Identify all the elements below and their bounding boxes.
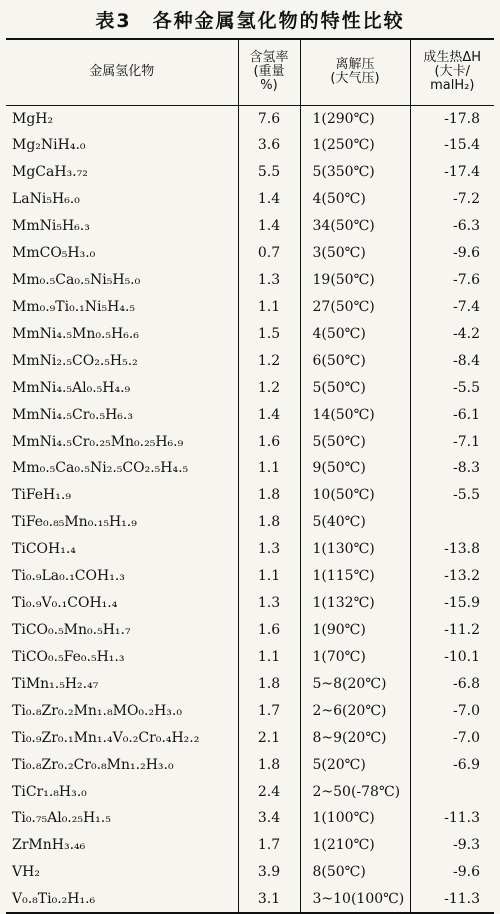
cell-formation-heat: -17.8 [444,110,480,127]
table-row [6,132,494,159]
table-row [6,374,494,401]
cell-compound: MmNi₄.₅Cr₀.₂₅Mn₀.₂₅H₆.₉ [6,428,238,455]
cell-hydrogen-content: 1.7 [238,832,300,859]
cell-compound: MgH₂ [6,105,238,132]
cell-hydrogen-content: 1.4 [238,186,300,213]
cell-formation-heat: -6.3 [453,218,480,235]
table-title: 表3 各种金属氢化物的特性比较 [95,10,405,32]
table-body [6,105,494,913]
cell-dissociation-pressure: 8~9(20℃) [300,724,410,751]
cell-compound: MmNi₄.₅Cr₀.₅H₆.₃ [6,401,238,428]
cell-formation-heat: -6.1 [453,406,480,423]
cell-compound: MmNi₄.₅Al₀.₅H₄.₉ [6,374,238,401]
table-row [6,724,494,751]
cell-hydrogen-content: 1.3 [238,590,300,617]
cell-compound: Mm₀.₉Ti₀.₁Ni₅H₄.₅ [6,293,238,320]
cell-dissociation-pressure: 2~6(20℃) [300,697,410,724]
cell-formation-heat: -13.2 [444,568,480,585]
cell-formation-heat: -7.6 [453,271,480,288]
cell-dissociation-pressure: 6(50℃) [300,347,410,374]
cell-hydrogen-content: 1.3 [238,536,300,563]
cell-dissociation-pressure: 1(70℃) [300,643,410,670]
header-formation-heat: 成生热ΔH (大卡/ malH₂) [410,39,494,105]
cell-hydrogen-content: 1.5 [238,320,300,347]
table-row [6,240,494,267]
cell-hydrogen-content: 3.4 [238,805,300,832]
cell-dissociation-pressure: 8(50℃) [300,859,410,886]
cell-dissociation-pressure: 1(90℃) [300,617,410,644]
table-row [6,805,494,832]
cell-compound: MmNi₂.₅CO₂.₅H₅.₂ [6,347,238,374]
cell-formation-heat: -5.5 [453,379,480,396]
cell-dissociation-pressure: 4(50℃) [300,186,410,213]
cell-hydrogen-content: 1.1 [238,563,300,590]
cell-dissociation-pressure: 1(100℃) [300,805,410,832]
table-row [6,401,494,428]
cell-dissociation-pressure: 27(50℃) [300,293,410,320]
cell-compound: Ti₀.₉La₀.₁COH₁.₃ [6,563,238,590]
cell-dissociation-pressure: 34(50℃) [300,213,410,240]
cell-dissociation-pressure: 1(130℃) [300,536,410,563]
cell-formation-heat [410,509,494,536]
cell-compound: MmNi₅H₆.₃ [6,213,238,240]
cell-dissociation-pressure: 1(250℃) [300,132,410,159]
cell-formation-heat: -7.4 [453,298,480,315]
cell-formation-heat: -9.6 [453,864,480,881]
cell-formation-heat: -15.9 [444,595,480,612]
cell-hydrogen-content: 1.8 [238,670,300,697]
cell-dissociation-pressure: 9(50℃) [300,455,410,482]
cell-dissociation-pressure: 5(20℃) [300,751,410,778]
cell-hydrogen-content: 1.3 [238,267,300,294]
cell-compound: Mm₀.₅Ca₀.₅Ni₂.₅CO₂.₅H₄.₅ [6,455,238,482]
cell-compound: Ti₀.₇₅Al₀.₂₅H₁.₅ [6,805,238,832]
cell-compound: ZrMnH₃.₄₆ [6,832,238,859]
cell-hydrogen-content: 1.8 [238,751,300,778]
cell-compound: Ti₀.₈Zr₀.₂Cr₀.₈Mn₁.₂H₃.₀ [6,751,238,778]
cell-hydrogen-content: 1.2 [238,347,300,374]
cell-dissociation-pressure: 1(290℃) [300,105,410,132]
cell-hydrogen-content: 1.2 [238,374,300,401]
cell-hydrogen-content: 2.1 [238,724,300,751]
cell-formation-heat: -11.3 [410,886,494,913]
hydride-table [6,38,494,914]
cell-compound: TiMn₁.₅H₂.₄₇ [6,670,238,697]
table-row [6,859,494,886]
cell-dissociation-pressure: 3(50℃) [300,240,410,267]
table-row [6,320,494,347]
cell-dissociation-pressure: 5(40℃) [300,509,410,536]
cell-compound: TiCr₁.₈H₃.₀ [6,778,238,805]
cell-compound: Ti₀.₉V₀.₁COH₁.₄ [6,590,238,617]
cell-hydrogen-content: 3.1 [238,886,300,913]
table-row [6,778,494,805]
cell-compound: LaNi₅H₆.₀ [6,186,238,213]
table-row [6,267,494,294]
cell-dissociation-pressure: 1(210℃) [300,832,410,859]
header-dissociation-pressure: 离解压 (大气压) [300,39,410,105]
cell-formation-heat: -11.3 [444,810,480,827]
cell-dissociation-pressure: 3~10(100℃) [300,886,410,913]
cell-dissociation-pressure: 10(50℃) [300,482,410,509]
cell-dissociation-pressure: 5~8(20℃) [300,670,410,697]
cell-formation-heat: -7.1 [453,433,480,450]
table-row [6,590,494,617]
cell-hydrogen-content: 7.6 [238,105,300,132]
cell-hydrogen-content: 0.7 [238,240,300,267]
cell-compound: TiCO₀.₅Fe₀.₅H₁.₃ [6,643,238,670]
cell-formation-heat: -4.2 [453,325,480,342]
cell-compound: TiCOH₁.₄ [6,536,238,563]
table-header [6,39,494,105]
cell-hydrogen-content: 3.6 [238,132,300,159]
table-row [6,886,494,913]
cell-hydrogen-content: 1.8 [238,482,300,509]
table-row [6,428,494,455]
cell-hydrogen-content: 1.6 [238,428,300,455]
cell-compound: TiCO₀.₅Mn₀.₅H₁.₇ [6,617,238,644]
cell-compound: TiFeH₁.₉ [6,482,238,509]
cell-formation-heat: -9.6 [453,245,480,262]
cell-hydrogen-content: 1.1 [238,455,300,482]
cell-dissociation-pressure: 1(115℃) [300,563,410,590]
cell-formation-heat: -17.4 [444,164,480,181]
table-row [6,293,494,320]
cell-formation-heat: -8.3 [453,460,480,477]
cell-compound: MmCO₅H₃.₀ [6,240,238,267]
cell-hydrogen-content: 1.1 [238,643,300,670]
table-row [6,159,494,186]
cell-formation-heat: -8.4 [453,352,480,369]
cell-compound: Ti₀.₉Zr₀.₁Mn₁.₄V₀.₂Cr₀.₄H₂.₂ [6,724,238,751]
cell-hydrogen-content: 1.4 [238,213,300,240]
cell-compound: Mm₀.₅Ca₀.₅Ni₅H₅.₀ [6,267,238,294]
table-row [6,105,494,132]
cell-dissociation-pressure: 5(50℃) [300,428,410,455]
table-row [6,186,494,213]
cell-compound: Ti₀.₈Zr₀.₂Mn₁.₈MO₀.₂H₃.₀ [6,697,238,724]
cell-hydrogen-content: 3.9 [238,859,300,886]
cell-hydrogen-content: 1.6 [238,617,300,644]
cell-formation-heat: -9.3 [453,837,480,854]
cell-formation-heat: -10.1 [444,648,480,665]
table-row [6,213,494,240]
cell-hydrogen-content: 1.7 [238,697,300,724]
cell-formation-heat [410,778,494,805]
cell-formation-heat: -6.9 [453,756,480,773]
cell-hydrogen-content: 2.4 [238,778,300,805]
cell-dissociation-pressure: 5(350℃) [300,159,410,186]
cell-compound: VH₂ [6,859,238,886]
cell-formation-heat: -7.2 [453,191,480,208]
cell-compound: TiFe₀.₈₅Mn₀.₁₅H₁.₉ [6,509,238,536]
table-row [6,643,494,670]
cell-formation-heat: -6.8 [453,675,480,692]
header-compound: 金属氢化物 [6,39,238,105]
cell-compound: Mg₂NiH₄.₀ [6,132,238,159]
cell-dissociation-pressure: 4(50℃) [300,320,410,347]
cell-formation-heat: -7.0 [453,702,480,719]
cell-hydrogen-content: 5.5 [238,159,300,186]
table-row [6,563,494,590]
cell-dissociation-pressure: 5(50℃) [300,374,410,401]
header-hydrogen-content: 含氢率 (重量 %) [238,39,300,105]
table-row [6,455,494,482]
cell-dissociation-pressure: 19(50℃) [300,267,410,294]
cell-compound: V₀.₈Ti₀.₂H₁.₆ [6,886,238,913]
table-row [6,832,494,859]
cell-formation-heat: -7.0 [453,729,480,746]
cell-formation-heat: -15.4 [444,137,480,154]
cell-compound: MmNi₄.₅Mn₀.₅H₆.₆ [6,320,238,347]
table-row [6,697,494,724]
table-row [6,509,494,536]
cell-formation-heat: -11.2 [444,621,480,638]
cell-compound: MgCaH₃.₇₂ [6,159,238,186]
cell-dissociation-pressure: 1(132℃) [300,590,410,617]
cell-hydrogen-content: 1.8 [238,509,300,536]
table-row [6,617,494,644]
cell-dissociation-pressure: 2~50(-78℃) [300,778,410,805]
header-row [6,39,494,105]
table-row [6,536,494,563]
table-row [6,670,494,697]
table-row [6,482,494,509]
cell-hydrogen-content: 1.4 [238,401,300,428]
cell-formation-heat: -13.8 [444,541,480,558]
cell-hydrogen-content: 1.1 [238,293,300,320]
cell-dissociation-pressure: 14(50℃) [300,401,410,428]
table-row [6,347,494,374]
cell-formation-heat: -5.5 [453,487,480,504]
table-row [6,751,494,778]
